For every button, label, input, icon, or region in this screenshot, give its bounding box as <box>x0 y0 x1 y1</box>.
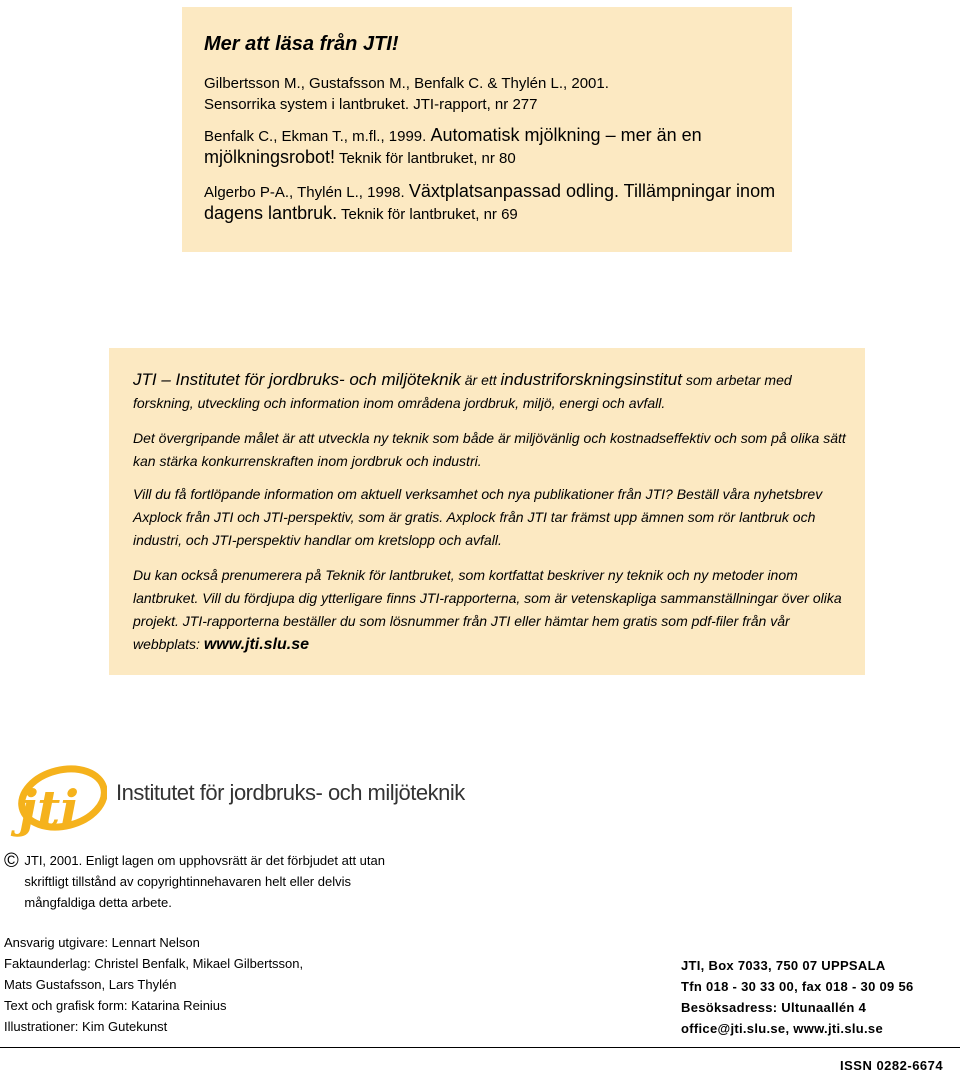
reference-title: Automatisk mjölkning – mer än en mjölkningsrobot! <box>204 125 702 167</box>
copyright-text: JTI, 2001. Enligt lagen om upphovsrätt är det förbjudet att utan skriftligt tillstånd av copyrightinnehavaren helt eller delvis mångfaldiga detta arbete. <box>24 853 385 910</box>
credit-line: Illustrationer: Kim Gutekunst <box>4 1019 168 1034</box>
credits <box>4 932 303 1037</box>
reference-series: JTI-rapport, nr 277 <box>413 96 538 113</box>
about-lead-mid: är ett <box>464 372 497 388</box>
about-intro-rest: som arbetar med forskning, utveckling och information inom områdena jordbruk, miljö, energi och avfall. <box>133 372 792 411</box>
about-subscribe <box>133 564 848 656</box>
about-subscribe-text: Du kan också prenumerera på Teknik för lantbruket, som kortfattat beskriver ny teknik och ny metoder inom lantbruket. Vill du fördjupa dig ytterligare finns JTI-rapporterna, som är vetenskapliga sammanställningar över olika projekt. JTI-rapporterna beställer du som lösnummer från JTI eller hämtar hem gratis som pdf-filer från vår webbplats: <box>133 567 842 652</box>
copyright-notice <box>4 850 389 913</box>
reference-authors: Gilbertsson M., Gustafsson M., Benfalk C. & Thylén L., 2001. <box>204 75 609 92</box>
phone-line: Tfn 018 - 30 33 00, fax 018 - 30 09 56 <box>681 979 914 994</box>
reference-series: Teknik för lantbruket, nr 69 <box>341 206 518 223</box>
about-goal: Det övergripande målet är att utveckla ny teknik som både är miljövänlig och kostnadseffektiv och som på olika sätt kan stärka konkurrenskraften inom jordbruk och industri. <box>133 430 846 469</box>
credit-line: Text och grafisk form: Katarina Reinius <box>4 998 227 1013</box>
about-lead: JTI – Institutet för jordbruks- och miljöteknik <box>133 370 461 389</box>
contact-address <box>681 955 914 1039</box>
logo-text: jti <box>19 779 80 837</box>
website-link[interactable]: www.jti.slu.se <box>203 636 310 653</box>
reference-series: Teknik för lantbruket, nr 80 <box>338 150 516 167</box>
references-heading: Mer att läsa från JTI! <box>204 33 399 55</box>
email-web-line[interactable]: office@jti.slu.se, www.jti.slu.se <box>681 1021 883 1036</box>
reference-authors: Benfalk C., Ekman T., m.fl., 1999. <box>204 128 427 145</box>
jti-logo <box>5 762 107 837</box>
institute-name: Institutet för jordbruks- och miljöteknik <box>116 780 465 805</box>
reference-title: Sensorrika system i lantbruket. <box>204 96 410 113</box>
credit-line: Mats Gustafsson, Lars Thylén <box>4 977 177 992</box>
about-panel <box>109 348 865 675</box>
reference-item <box>204 125 779 169</box>
reference-item <box>204 181 779 225</box>
about-newsletters: Vill du få fortlöpande information om aktuell verksamhet och nya publikationer från JTI? Beställ våra nyhetsbrev Axplock från JTI och JTI-perspektiv, som är gratis. Axplock från JTI tar främst upp ämnen som rör lantbruk och industri, och JTI-perspektiv handlar om kretslopp och avfall. <box>133 486 823 548</box>
about-intro <box>133 368 848 415</box>
references-panel <box>182 7 792 252</box>
reference-item <box>204 73 779 115</box>
credit-line: Ansvarig utgivare: Lennart Nelson <box>4 935 200 950</box>
reference-authors: Algerbo P-A., Thylén L., 1998. <box>204 184 405 201</box>
issn: ISSN 0282-6674 <box>840 1058 944 1073</box>
visit-address-line: Besöksadress: Ultunaallén 4 <box>681 1000 867 1015</box>
divider <box>0 1047 960 1048</box>
copyright-icon: © <box>4 850 19 872</box>
about-lead-bold: industriforskningsinstitut <box>500 370 682 389</box>
credit-line: Faktaunderlag: Christel Benfalk, Mikael Gilbertsson, <box>4 956 304 971</box>
reference-title: Växtplatsanpassad odling. Tillämpningar inom dagens lantbruk. <box>204 181 776 223</box>
address-line: JTI, Box 7033, 750 07 UPPSALA <box>681 958 886 973</box>
